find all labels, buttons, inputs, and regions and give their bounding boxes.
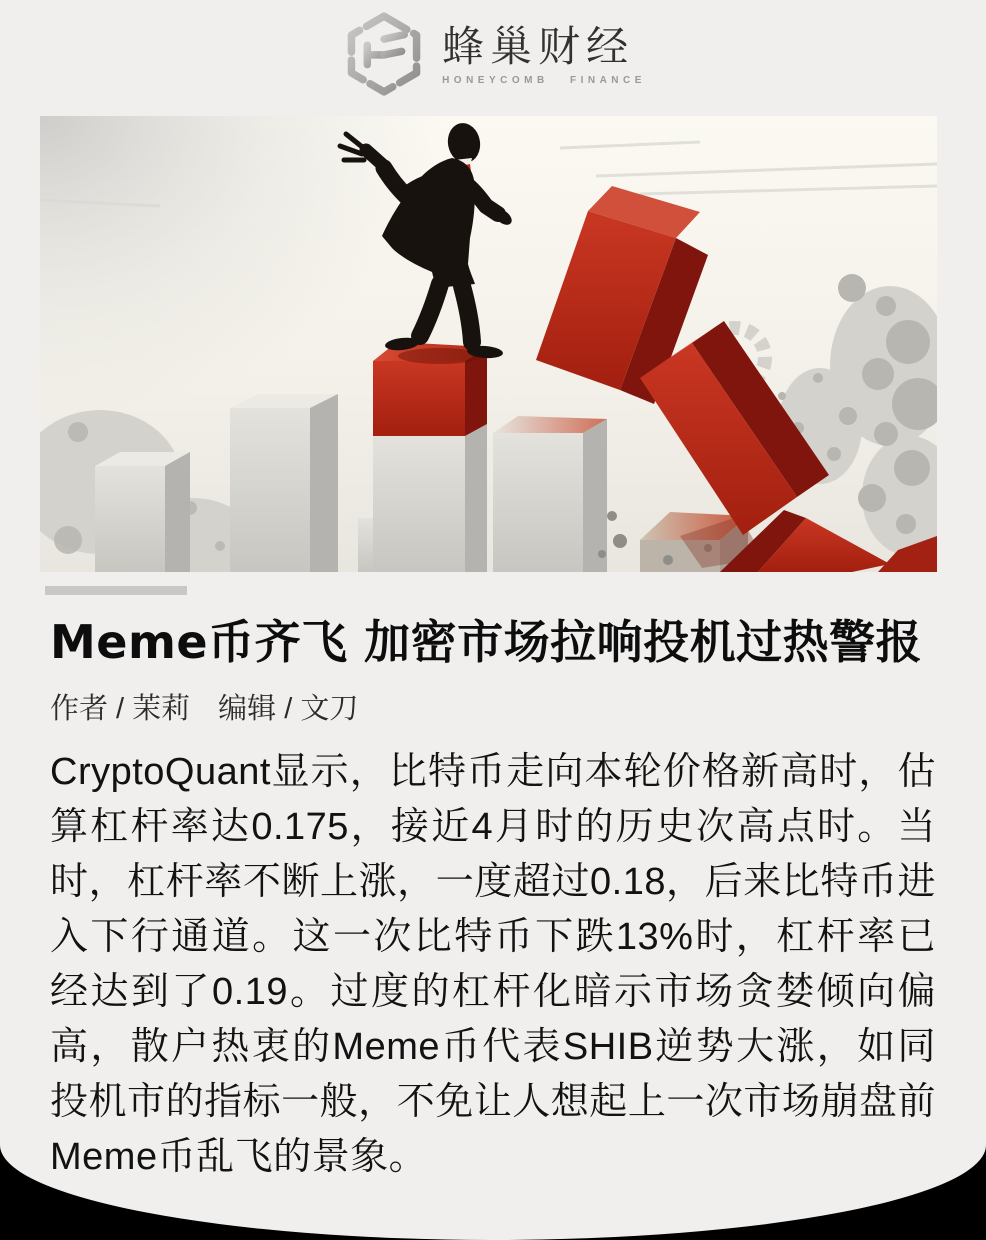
article-title: Meme币齐飞 加密市场拉响投机过热警报: [50, 615, 923, 669]
brand-block: [442, 10, 646, 86]
site-header: [0, 0, 986, 104]
brand-tagline: HONEYCOMB FINANCE: [442, 75, 646, 87]
brand-name: 蜂巢财经: [442, 23, 635, 70]
hero-image: [40, 116, 937, 572]
bar-2: [230, 394, 338, 572]
bar-5: [493, 416, 607, 572]
honeycomb-logo-icon: [340, 10, 428, 98]
red-capped-bar: [373, 342, 487, 572]
bar-1: [95, 452, 190, 572]
article-body: CryptoQuant显示，比特币走向本轮价格新高时，估算杠杆率达0.175，接近4月时的历史次高点时。当时，杠杆率不断上涨，一度超过0.18，后来比特币进入下行通道。这一次比特币下跌13%时，杠杆率已经达到了0.19。过度的杠杆化暗示市场贪婪倾向偏高，散户热衷的Meme币代表SHIB逆势大涨，如同投机市的指标一般，不免让人想起上一次市场崩盘前Meme币乱飞的景象。: [50, 750, 936, 1178]
byline-editor: 编辑 / 文刀: [218, 692, 359, 725]
byline: [50, 686, 936, 727]
section-divider: [45, 586, 187, 595]
byline-author: 作者 / 茉莉: [50, 692, 191, 725]
